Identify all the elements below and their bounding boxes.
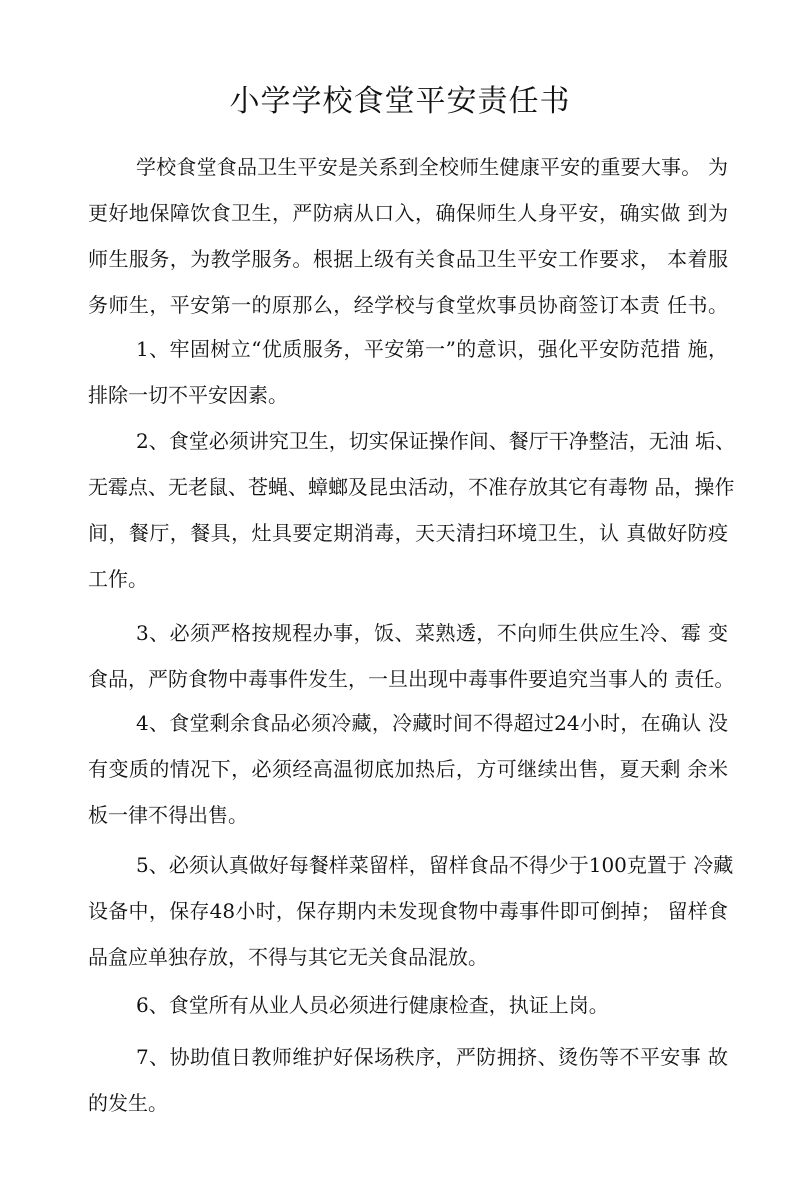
paragraph-line: 排除一切不平安因素。	[88, 383, 288, 407]
paragraph-line: 2、食堂必须讲究卫生，切实保证操作间、餐厅干净整洁，无油 垢、	[136, 429, 736, 453]
paragraph-line: 工作。	[88, 567, 148, 591]
paragraph-line: 有变质的情况下，必须经高温彻底加热后，方可继续出售，夏天剩 余米	[88, 757, 728, 781]
paragraph-line: 板一律不得出售。	[88, 803, 248, 827]
clause-7	[88, 1034, 728, 1126]
clause-5	[88, 842, 734, 980]
document-title: 小学学校食堂平安责任书	[229, 84, 571, 119]
paragraph-line: 的发生。	[88, 1091, 168, 1115]
paragraph-line: 食品，严防食物中毒事件发生，一旦出现中毒事件要追究当事人的 责任。	[88, 667, 735, 691]
paragraph-line: 1、牢固树立“优质服务，平安第一”的意识，强化平安防范措 施，	[136, 337, 728, 361]
paragraph-line: 4、食堂剩余食品必须冷藏，冷藏时间不得超过24小时，在确认 没	[136, 711, 728, 735]
paragraph-line: 5、必须认真做好每餐样菜留样，留样食品不得少于100克置于 冷藏	[136, 853, 734, 877]
clause-3	[88, 610, 735, 702]
paragraph-line: 学校食堂食品卫生平安是关系到全校师生健康平安的重要大事。 为	[136, 155, 728, 179]
paragraph-line: 师生服务，为教学服务。根据上级有关食品卫生平安工作要求， 本着服	[88, 247, 728, 271]
clause-4	[88, 700, 728, 838]
paragraph-line: 务师生，平安第一的原那么，经学校与食堂炊事员协商签订本责 任书。	[88, 293, 728, 317]
paragraph-line: 6、食堂所有从业人员必须进行健康检查，执证上岗。	[136, 993, 609, 1017]
paragraph-line: 设备中，保存48小时，保存期内未发现食物中毒事件即可倒掉； 留样食	[88, 899, 728, 923]
paragraph-line: 更好地保障饮食卫生，严防病从口入，确保师生人身平安，确实做 到为	[88, 201, 728, 225]
paragraph-line: 7、协助值日教师维护好保场秩序，严防拥挤、烫伤等不平安事 故	[136, 1045, 728, 1069]
clause-6	[88, 982, 728, 1028]
clause-2	[88, 418, 736, 602]
paragraph-line: 3、必须严格按规程办事，饭、菜熟透，不向师生供应生冷、霉 变	[136, 621, 728, 645]
paragraph-line: 间，餐厅，餐具，灶具要定期消毒，天天清扫环境卫生，认 真做好防疫	[88, 521, 728, 545]
intro-paragraph	[88, 144, 728, 328]
clause-1	[88, 326, 728, 418]
paragraph-line: 无霉点、无老鼠、苍蝇、蟑螂及昆虫活动，不准存放其它有毒物 品，操作	[88, 475, 735, 499]
paragraph-line: 品盒应单独存放，不得与其它无关食品混放。	[88, 945, 488, 969]
